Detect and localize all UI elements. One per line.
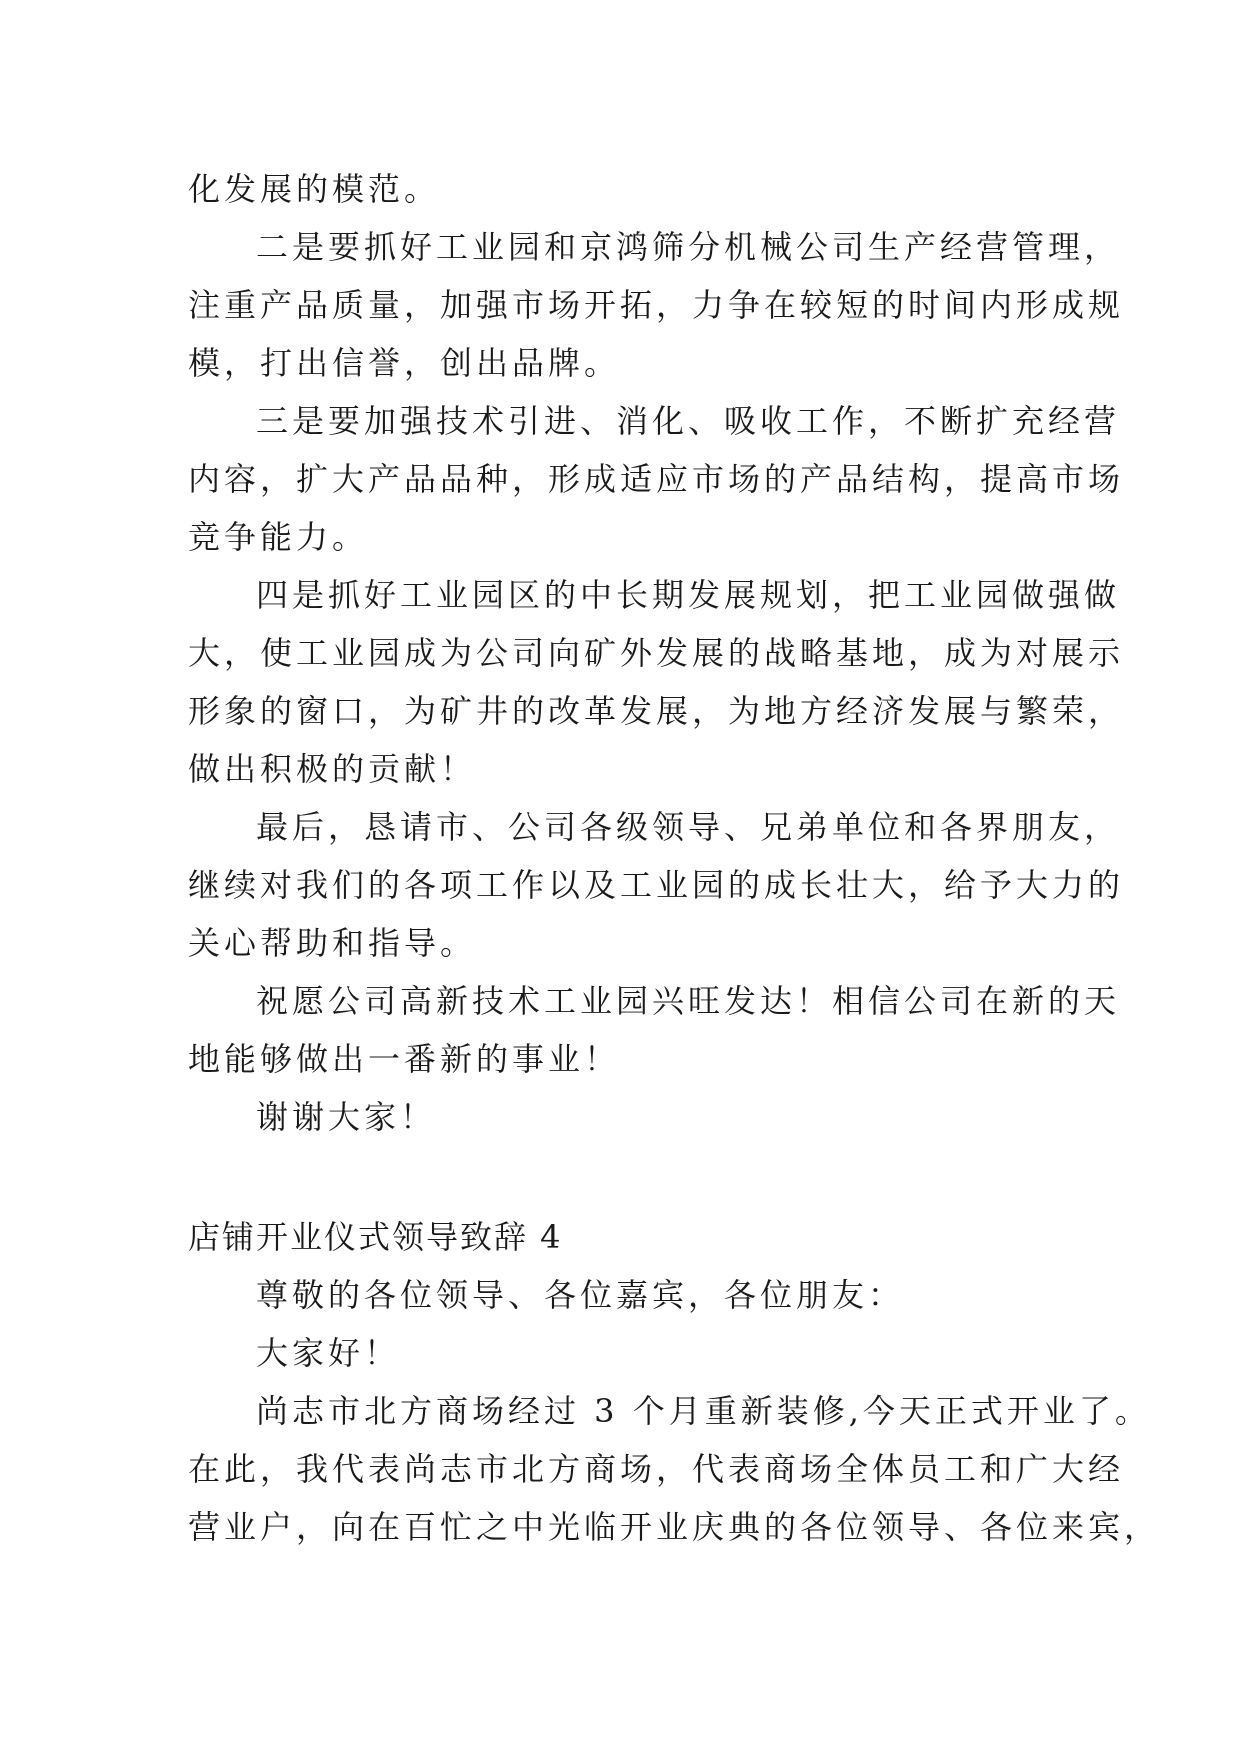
- text-line: 大，使工业园成为公司向矿外发展的战略基地，成为对展示: [188, 634, 1125, 672]
- text-line: 尚志市北方商场经过 3 个月重新装修,今天正式开业了。: [256, 1392, 1151, 1430]
- text-line: 营业户，向在百忙之中光临开业庆典的各位领导、各位来宾，: [188, 1508, 1161, 1546]
- text-line: 注重产品质量，加强市场开拓，力争在较短的时间内形成规: [188, 286, 1125, 324]
- text-line: 化发展的模范。: [188, 170, 441, 208]
- paragraph-planning: [188, 566, 1125, 798]
- text-line: 竞争能力。: [188, 518, 369, 556]
- section-title: 店铺开业仪式领导致辞 4: [188, 1218, 563, 1256]
- paragraph-request: [188, 798, 1125, 972]
- text-line: 最后，恳请市、公司各级领导、兄弟单位和各界朋友，: [256, 808, 1121, 846]
- section-spacer: [188, 1146, 1068, 1208]
- paragraph-opening: [188, 1382, 1161, 1556]
- text-line: 关心帮助和指导。: [188, 924, 477, 962]
- paragraph-production-management: [188, 218, 1125, 392]
- text-line: 地能够做出一番新的事业！: [188, 1040, 621, 1078]
- text-line: 做出积极的贡献！: [188, 750, 477, 788]
- text-line: 内容，扩大产品品种，形成适应市场的产品结构，提高市场: [188, 460, 1125, 498]
- greeting-hello: 大家好！: [256, 1334, 401, 1372]
- text-line: 继续对我们的各项工作以及工业园的成长壮大，给予大力的: [188, 866, 1125, 904]
- document-page: [188, 160, 1161, 1556]
- text-line: 四是抓好工业园区的中长期发展规划，把工业园做强做: [256, 576, 1121, 614]
- text-line: 在此，我代表尚志市北方商场，代表商场全体员工和广大经: [188, 1450, 1125, 1488]
- text-line: 三是要加强技术引进、消化、吸收工作，不断扩充经营: [256, 402, 1121, 440]
- paragraph-wishes: [188, 972, 1121, 1088]
- paragraph-technology: [188, 392, 1125, 566]
- text-line: 祝愿公司高新技术工业园兴旺发达！相信公司在新的天: [256, 982, 1121, 1020]
- text-line: 二是要抓好工业园和京鸿筛分机械公司生产经营管理，: [256, 228, 1121, 266]
- closing-thanks: 谢谢大家！: [256, 1098, 437, 1136]
- salutation: 尊敬的各位领导、各位嘉宾，各位朋友：: [256, 1276, 905, 1314]
- text-line: 形象的窗口，为矿井的改革发展，为地方经济发展与繁荣，: [188, 692, 1125, 730]
- text-line: 模，打出信誉，创出品牌。: [188, 344, 621, 382]
